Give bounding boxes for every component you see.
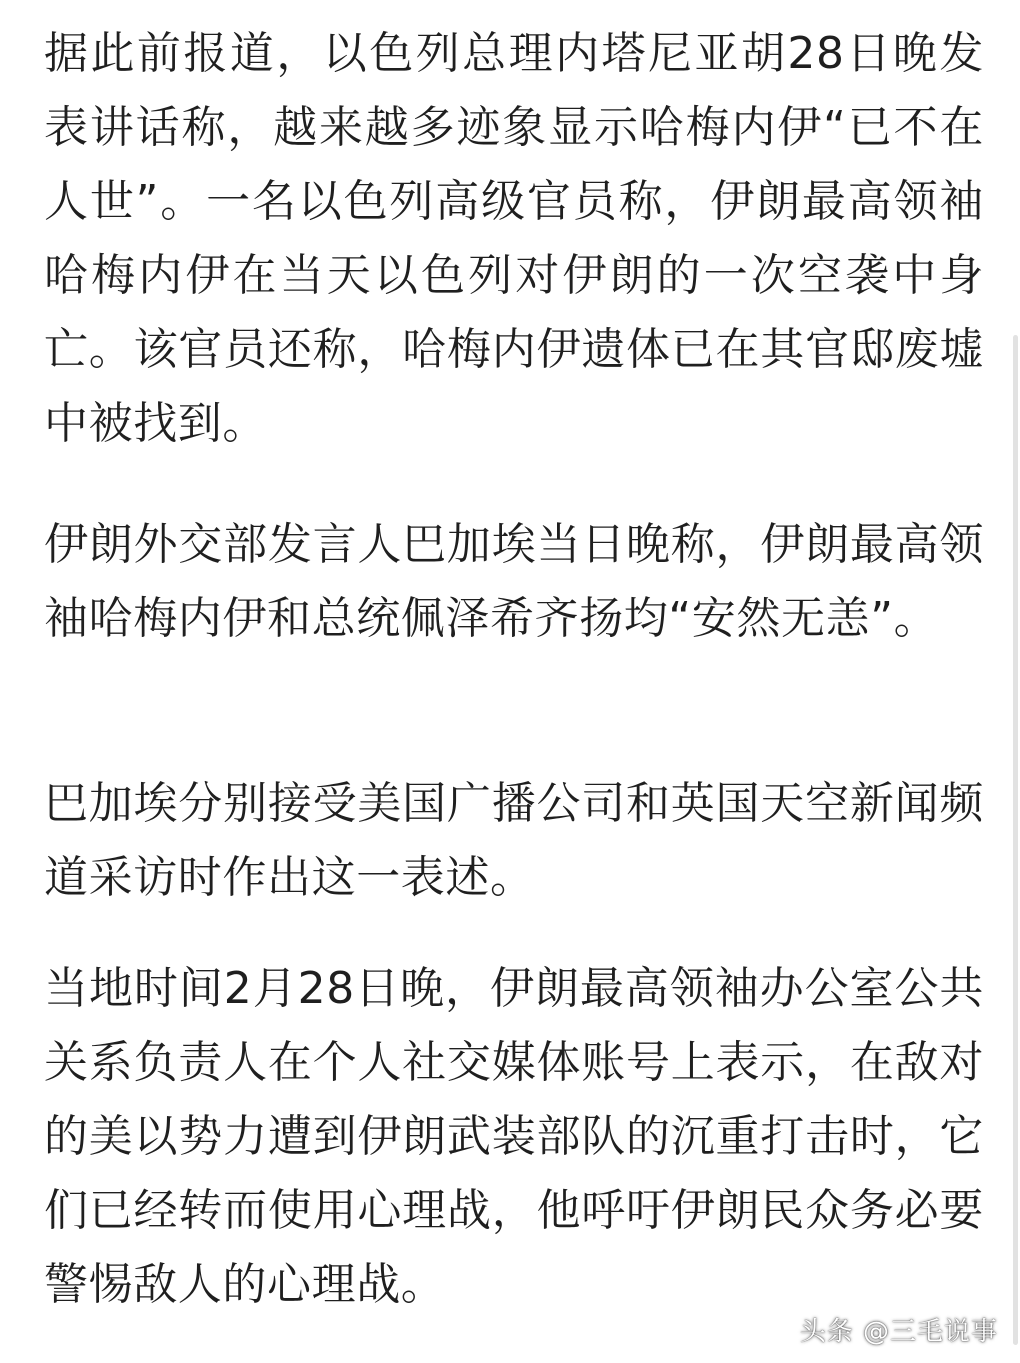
article-paragraph: 当地时间2月28日晚，伊朗最高领袖办公室公共关系负责人在个人社交媒体账号上表示，在敌对的美以势力遭到伊朗武装部队的沉重打击时，它们已经转而使用心理战，他呼吁伊朗民众务必要警惕敌人的心理战。	[44, 963, 984, 1310]
article-paragraph: 据此前报道，以色列总理内塔尼亚胡28日晚发表讲话称，越来越多迹象显示哈梅内伊“已不在人世”。一名以色列高级官员称，伊朗最高领袖哈梅内伊在当天以色列对伊朗的一次空袭中身亡。该官员还称，哈梅内伊遗体已在其官邸废墟中被找到。	[44, 28, 984, 449]
source-watermark: 头条 @三毛说事	[799, 1317, 998, 1347]
article-paragraph: 巴加埃分别接受美国广播公司和英国天空新闻频道采访时作出这一表述。	[44, 778, 984, 903]
scrollbar[interactable]	[1013, 335, 1018, 1345]
article-paragraph: 伊朗外交部发言人巴加埃当日晚称，伊朗最高领袖哈梅内伊和总统佩泽希齐扬均“安然无恙”。	[44, 519, 984, 644]
